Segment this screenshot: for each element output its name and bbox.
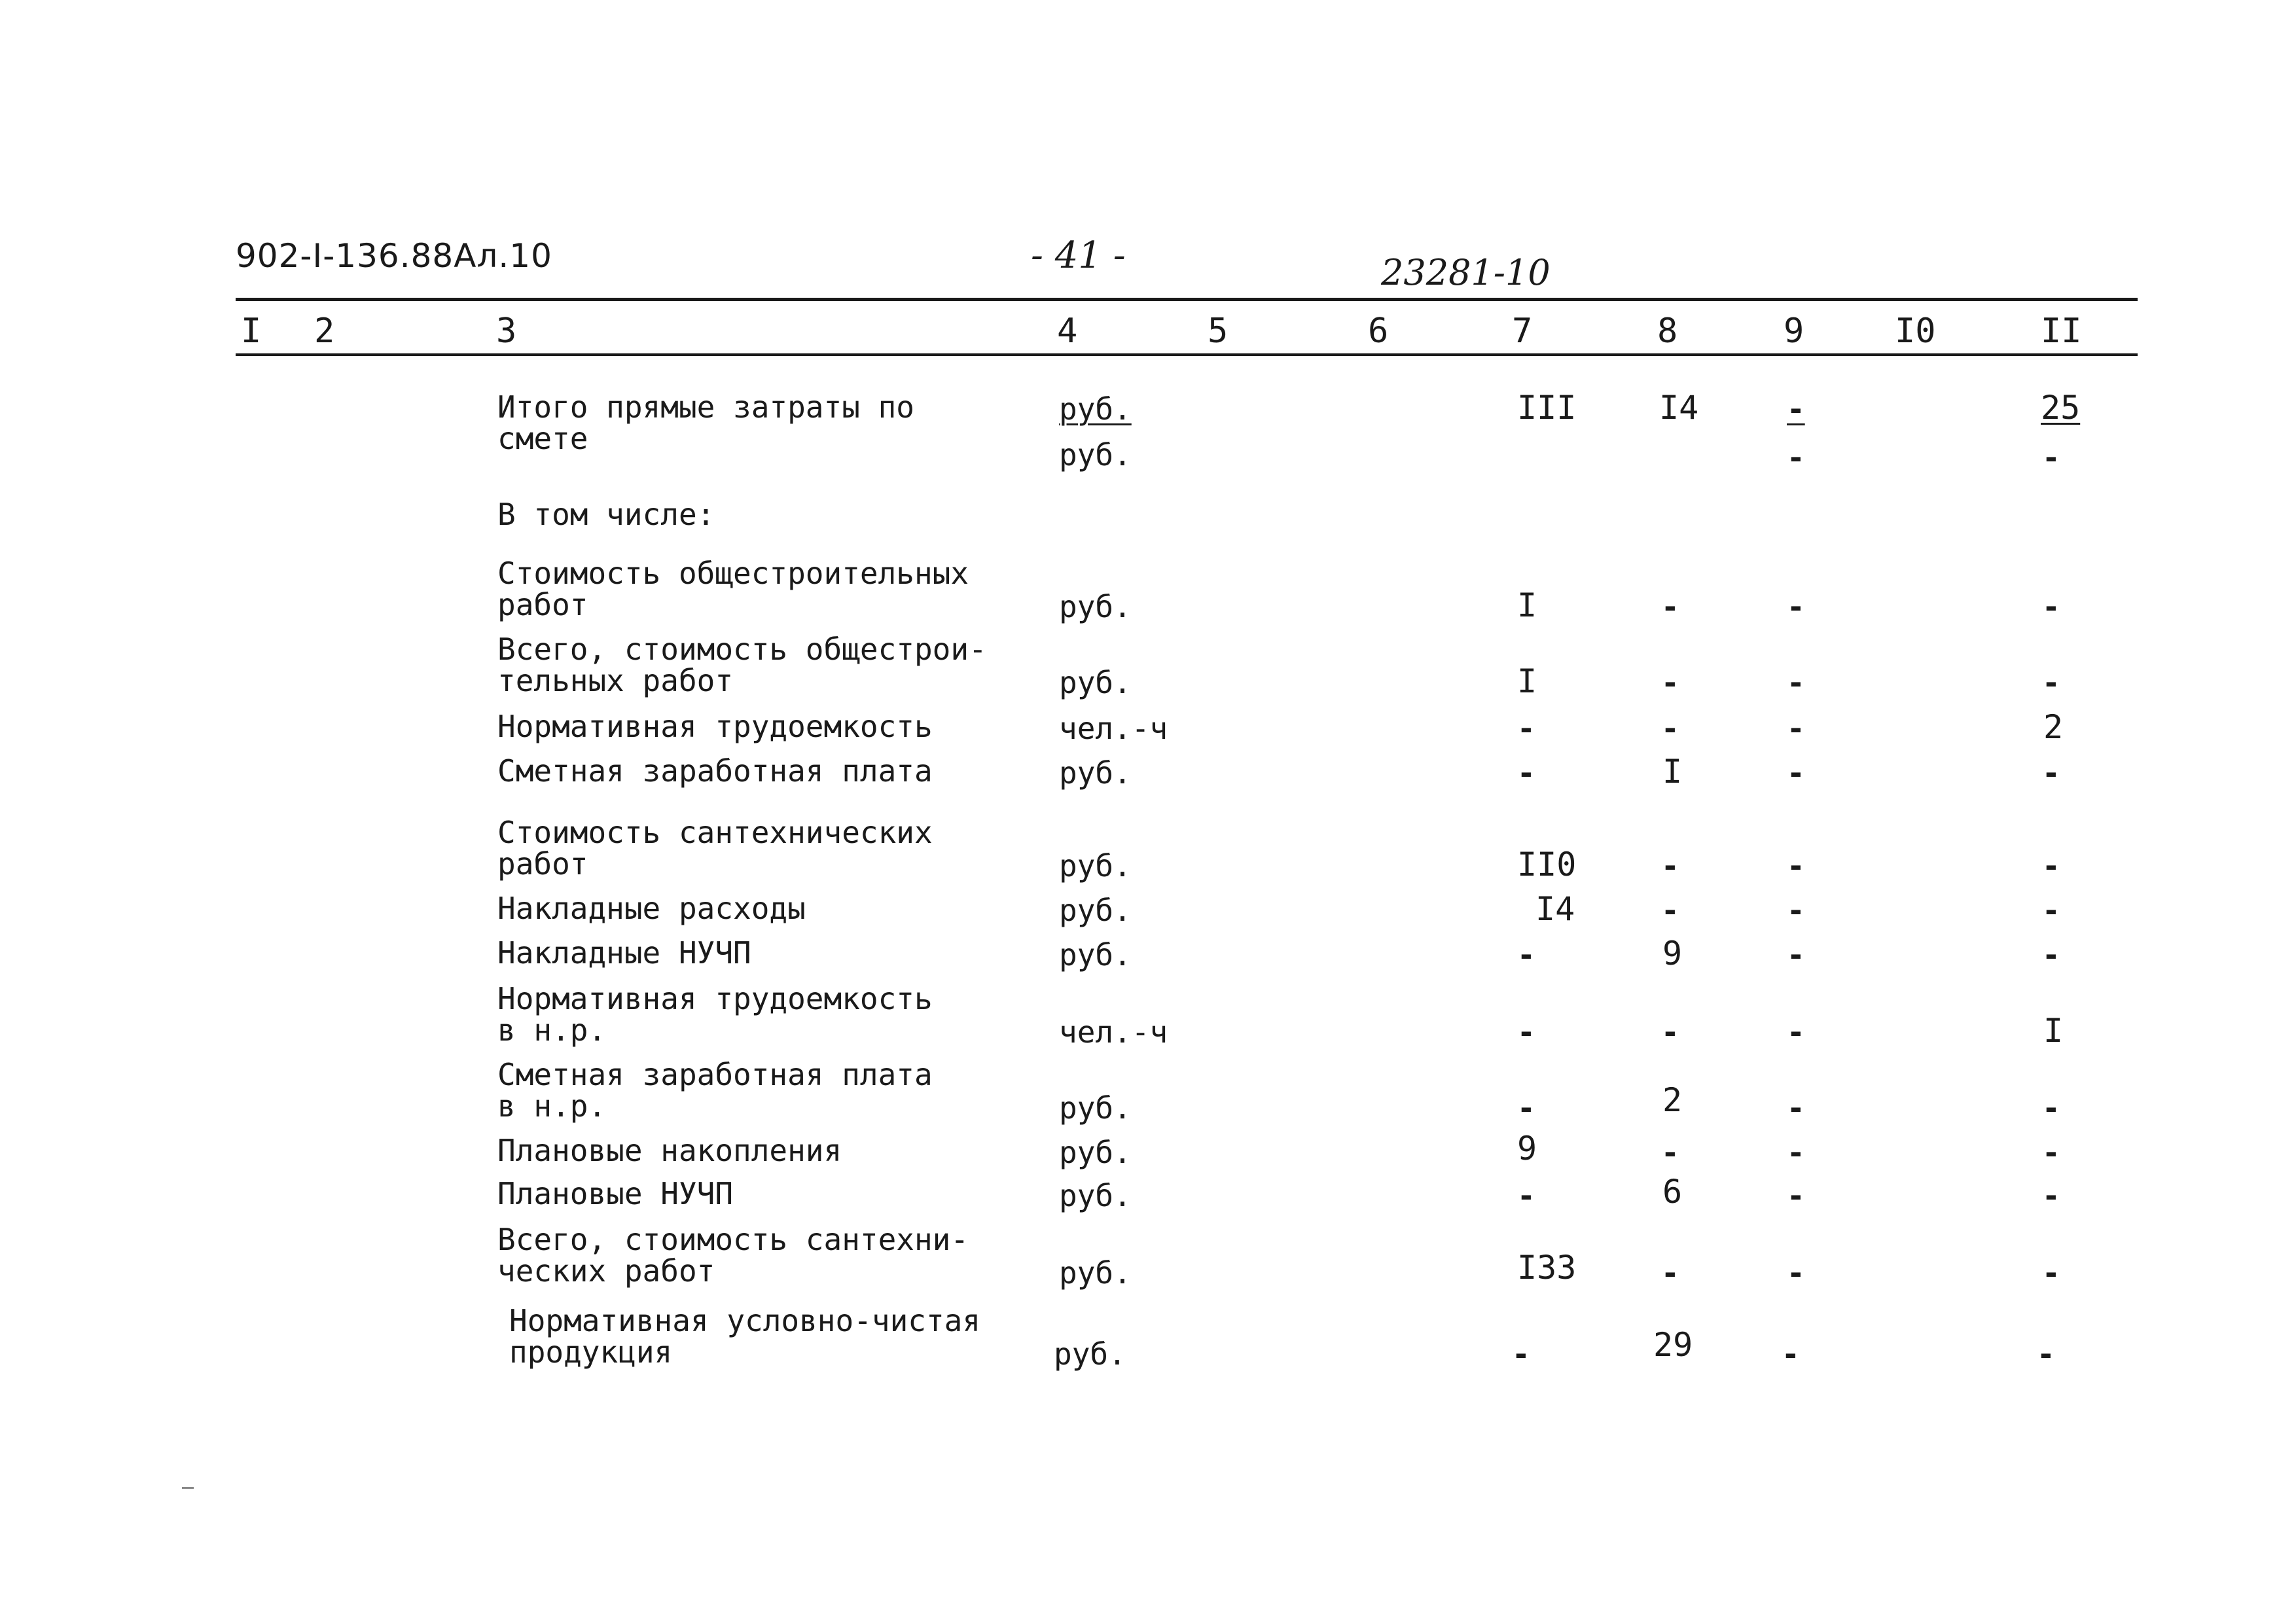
cell-col7: I33 (1517, 1249, 1577, 1287)
cell-col11: - (2042, 848, 2060, 883)
cell-col7: I (1517, 662, 1537, 700)
column-number-11: II (2041, 312, 2082, 351)
row-label-line: в н.р. (497, 1088, 607, 1124)
column-number-3: 3 (496, 312, 517, 351)
column-number-9: 9 (1784, 312, 1804, 351)
cell-col8: I (1662, 753, 1683, 791)
cell-col7: I4 (1535, 890, 1575, 928)
row-label-line: Всего, стоимость сантехни- (497, 1222, 969, 1257)
row-label-line: Сметная заработная плата (497, 1057, 933, 1092)
cell-col9: - (1787, 391, 1805, 427)
document-code: 902-I-136.88Ал.10 (236, 237, 552, 275)
row-label-line: Накладные расходы (497, 891, 806, 926)
cell-col11: - (2042, 893, 2060, 928)
cell-col8: - (1661, 1135, 1679, 1170)
cell-col8: - (1661, 1255, 1679, 1291)
cell-col9: - (1787, 848, 1805, 883)
row-unit: руб. (1054, 1336, 1126, 1372)
row-label-line: ческих работ (497, 1253, 715, 1289)
row-unit: чел.-ч (1059, 1014, 1168, 1050)
row-unit: руб. (1059, 1255, 1132, 1291)
section-heading: В том числе: (497, 497, 715, 532)
column-number-10: I0 (1895, 312, 1936, 351)
column-number-8: 8 (1657, 312, 1678, 351)
cell-col8: 6 (1662, 1173, 1683, 1211)
cell-col8: I4 (1659, 389, 1699, 427)
cell-col11: - (2042, 1090, 2060, 1126)
row-label-line: Нормативная условно-чистая (509, 1303, 981, 1338)
cell-col9: - (1787, 893, 1805, 928)
column-number-4: 4 (1057, 312, 1078, 351)
cell-col8: 2 (1662, 1081, 1683, 1119)
cell-col8: 9 (1662, 935, 1683, 972)
cell-col11: 2 (2043, 708, 2064, 746)
cell-col7: - (1517, 711, 1535, 746)
column-number-1: I (241, 312, 262, 351)
row-unit: руб. (1059, 755, 1132, 791)
cell-col9: - (1787, 1255, 1805, 1291)
cell-col7: - (1517, 755, 1535, 791)
cell-col11: - (2042, 755, 2060, 791)
cell-col8: - (1661, 893, 1679, 928)
column-number-2: 2 (314, 312, 335, 351)
row-label-line: продукция (509, 1334, 673, 1370)
cell-col11: - (2042, 937, 2060, 972)
cell-col11: - (2042, 1255, 2060, 1291)
column-header-rule (236, 353, 2138, 356)
archive-number: 23281-10 (1381, 252, 1551, 293)
cell-col8: - (1661, 665, 1679, 700)
cell-col7: 9 (1517, 1130, 1537, 1168)
row-label-line: Итого прямые затраты по (497, 389, 914, 425)
row-unit: руб. (1059, 1135, 1132, 1170)
cell-col8: 29 (1653, 1326, 1693, 1364)
row-label-line: Нормативная трудоемкость (497, 981, 933, 1016)
row-unit: руб. (1059, 1090, 1132, 1126)
cell-col11: - (2042, 665, 2060, 700)
row-label-line: Накладные НУЧП (497, 935, 751, 971)
row-label-line: Плановые накопления (497, 1133, 842, 1168)
cell-col7: - (1512, 1336, 1530, 1372)
row-unit: руб. (1059, 391, 1132, 427)
row-label-line: смете (497, 421, 588, 456)
cell-col7: - (1517, 1090, 1535, 1126)
page-number: - 41 - (1031, 234, 1126, 277)
cell-col9-secondary: - (1787, 440, 1805, 475)
row-unit: руб. (1059, 665, 1132, 700)
row-label-line: Нормативная трудоемкость (497, 709, 933, 744)
cell-col7: I (1517, 586, 1537, 624)
cell-col7: II0 (1517, 846, 1577, 883)
cell-col8: - (1661, 848, 1679, 883)
cell-col9: - (1787, 1178, 1805, 1213)
row-unit-secondary: руб. (1059, 437, 1132, 473)
cell-col8: - (1661, 589, 1679, 624)
cell-col9: - (1787, 755, 1805, 791)
cell-col9: - (1787, 711, 1805, 746)
cell-col9: - (1782, 1336, 1800, 1372)
cell-col11: - (2042, 1135, 2060, 1170)
cell-col9: - (1787, 665, 1805, 700)
cell-col7: - (1517, 1014, 1535, 1050)
cell-col9: - (1787, 1090, 1805, 1126)
row-unit: руб. (1059, 1178, 1132, 1213)
row-label-line: Стоимость общестроительных (497, 556, 969, 591)
cell-col7: - (1517, 937, 1535, 972)
cell-col9: - (1787, 1014, 1805, 1050)
row-label-line: Плановые НУЧП (497, 1176, 734, 1211)
cell-col7: - (1517, 1178, 1535, 1213)
row-label-line: Стоимость сантехнических (497, 815, 933, 850)
cell-col11: 25 (2041, 389, 2081, 427)
cell-col8: - (1661, 711, 1679, 746)
row-unit: руб. (1059, 848, 1132, 883)
column-number-5: 5 (1208, 312, 1229, 351)
cell-col7: III (1517, 389, 1577, 427)
cell-col11: - (2042, 1178, 2060, 1213)
cell-col11-secondary: - (2042, 440, 2060, 475)
row-label-line: тельных работ (497, 663, 734, 698)
cell-col9: - (1787, 937, 1805, 972)
row-label-line: в н.р. (497, 1012, 607, 1048)
scan-artifact (182, 1487, 194, 1489)
row-label-line: работ (497, 846, 588, 882)
row-unit: руб. (1059, 893, 1132, 928)
cell-col9: - (1787, 1135, 1805, 1170)
row-unit: руб. (1059, 937, 1132, 972)
table-top-rule (236, 298, 2138, 301)
row-label-line: Сметная заработная плата (497, 753, 933, 789)
cell-col8: - (1661, 1014, 1679, 1050)
row-label-line: работ (497, 587, 588, 622)
cell-col11: - (2037, 1336, 2055, 1372)
column-number-7: 7 (1512, 312, 1533, 351)
row-label-line: Всего, стоимость общестрои- (497, 632, 987, 667)
cell-col11: I (2043, 1012, 2064, 1050)
column-number-6: 6 (1368, 312, 1389, 351)
cell-col11: - (2042, 589, 2060, 624)
row-unit: чел.-ч (1059, 711, 1168, 746)
row-unit: руб. (1059, 589, 1132, 624)
cell-col9: - (1787, 589, 1805, 624)
